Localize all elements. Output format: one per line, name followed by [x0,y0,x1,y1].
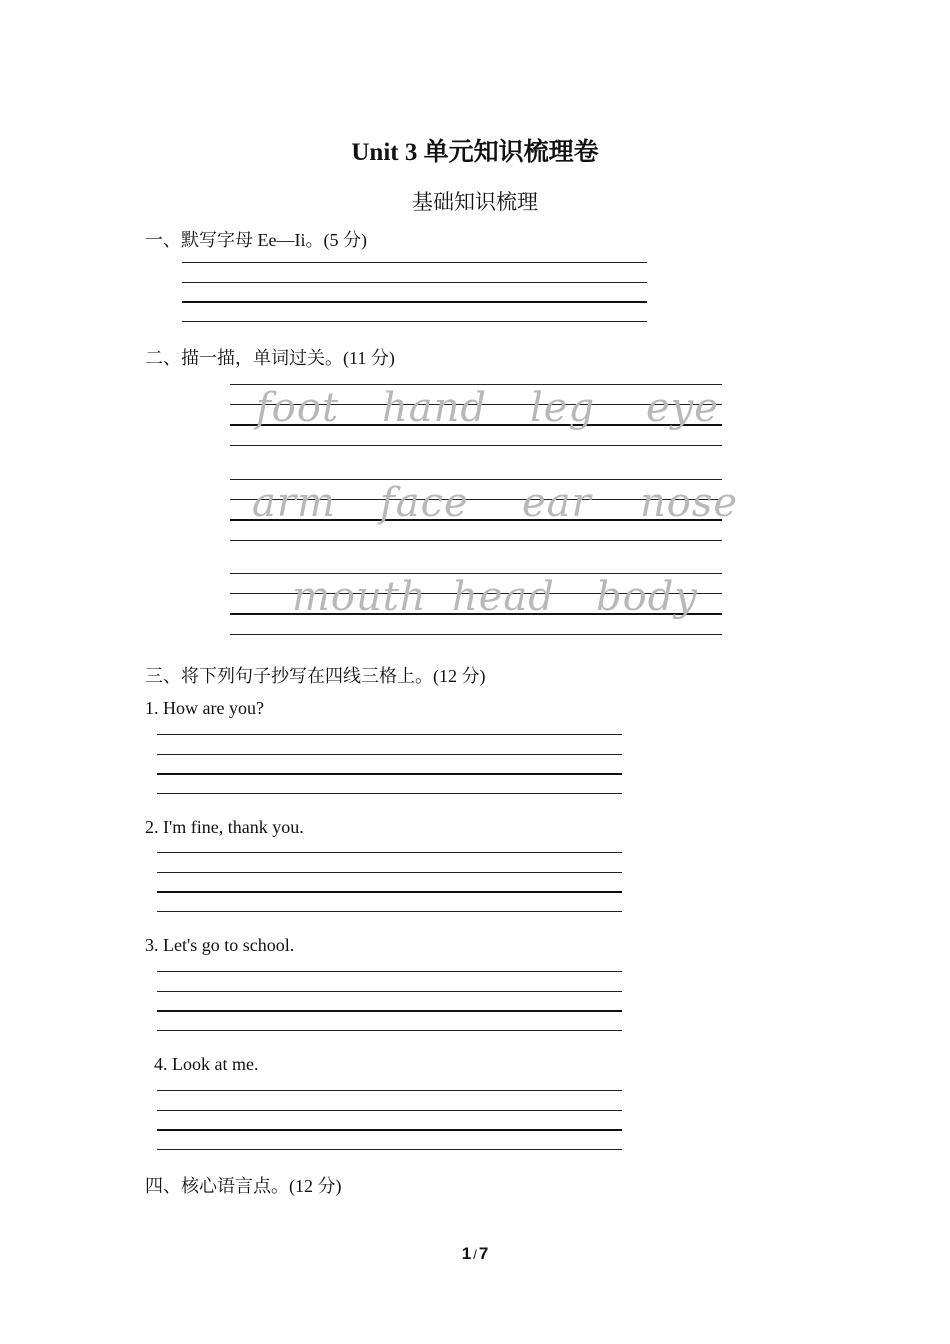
section-1-heading: 一、默写字母 Ee—Ii。(5 分) [145,230,367,250]
trace-word: face [380,480,469,526]
total-pages: 7 [478,1244,489,1263]
tracing-grid-row-2[interactable] [230,479,739,543]
section-2-heading: 二、描一描，单词过关。(11 分) [145,348,395,368]
copy-grid-2[interactable] [157,852,622,914]
page-subtitle: 基础知识梳理 [412,190,538,214]
section-4-heading: 四、核心语言点。(12 分) [145,1176,342,1196]
page-indicator [0,1244,950,1264]
trace-word: leg [530,385,596,431]
copy-grid-3[interactable] [157,971,622,1033]
trace-word: hand [382,385,487,431]
trace-word: body [596,574,698,620]
trace-word: eye [646,385,719,431]
page-separator: / [473,1247,477,1262]
sentence-2: 2. I'm fine, thank you. [145,817,304,837]
trace-word: ear [522,480,592,526]
tracing-grid-row-3[interactable] [230,573,722,637]
trace-word: mouth [292,574,427,620]
four-line-grid[interactable] [182,262,647,324]
current-page: 1 [461,1244,472,1263]
tracing-grid-row-1[interactable] [230,384,722,448]
sentence-3: 3. Let's go to school. [145,935,295,955]
sentence-4: 4. Look at me. [154,1054,259,1074]
sentence-1: 1. How are you? [145,698,264,718]
page-title: Unit 3 单元知识梳理卷 [351,139,599,166]
copy-grid-4[interactable] [157,1090,622,1152]
section-3-heading: 三、将下列句子抄写在四线三格上。(12 分) [145,666,486,686]
trace-word: head [452,574,555,620]
copy-grid-1[interactable] [157,734,622,796]
trace-word: foot [256,385,340,431]
trace-word: arm [252,480,336,526]
trace-word: nose [640,480,739,526]
